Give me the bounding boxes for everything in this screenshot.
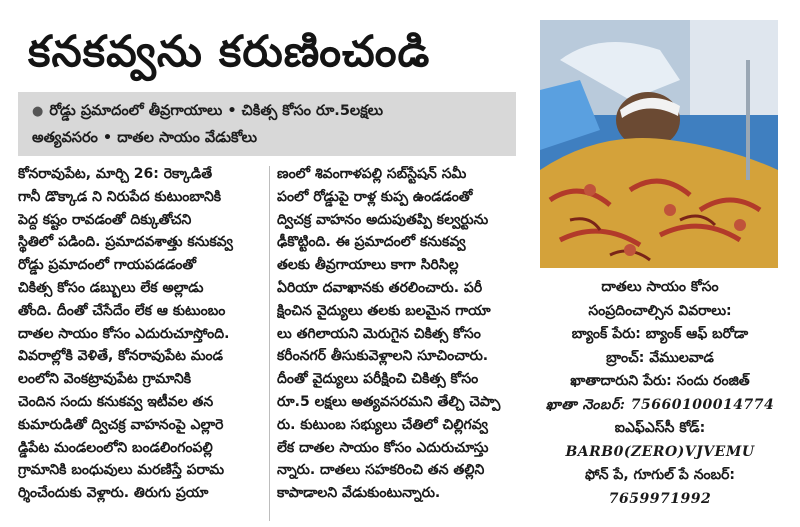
column-line: లేక దాతల సాయం కోసం ఎదురుచూస్తు: [277, 439, 489, 456]
account-number: ఖాతా నెంబర్: 75660100014774: [545, 396, 775, 413]
subheading-line-2: [32, 125, 506, 152]
column-line: కుమారుడితో ద్విచక్ర వాహనంపై ఎల్లారె: [18, 416, 224, 433]
ifsc-code: BARB0(ZERO)VJVEMU: [565, 443, 755, 460]
article-column-2: [277, 163, 517, 525]
column-divider: [269, 166, 270, 521]
subheading-box: [18, 92, 516, 156]
column-line: గానీ డొక్కాడ ని నిరుపేద కుటుంబానికి: [18, 188, 222, 205]
column-line: వివరాల్లోకి వెళితే, కోనరావుపేట మండ: [18, 348, 224, 365]
column-line: ఏరియా దవాఖానకు తరలించారు. పరీ: [277, 279, 483, 296]
column-line: కోనరావుపేట, మార్చి 26: రెక్కాడితే: [18, 166, 213, 182]
column-line: రు. కుటుంబ సభ్యులు చేతిలో చిల్లిగవ్వ: [277, 416, 488, 433]
column-line: కాపాడాలని వేడుకుంటున్నారు.: [277, 485, 441, 502]
donation-heading: దాతలు సాయం కోసం: [601, 279, 719, 295]
column-line: కరీంనగర్ తీసుకువెళ్లాలని సూచించారు.: [277, 348, 489, 365]
column-line: దాతల సాయం కోసం ఎదురుచూస్తోంది.: [18, 325, 230, 342]
headline: కనకవ్వను కరుణించండి: [28, 27, 431, 77]
column-line: న్నారు. దాతలు సహకరించి తన తల్లిని: [277, 462, 485, 479]
column-line: లు తగిలాయని మెరుగైన చికిత్స కోసం: [277, 325, 481, 342]
column-line: రూ.5 లక్షలు అత్యవసరమని తేల్చి చెప్పా: [277, 393, 501, 410]
column-line: ణంలో శివంగాళపల్లి సబ్‌స్టేషన్ సమీ: [277, 166, 467, 182]
donation-subheading: సంప్రదించాల్సిన వివరాలు:: [588, 302, 732, 319]
column-line: తోంది. దీంతో చేసేదేం లేక ఆ కుటుంబం: [18, 302, 226, 319]
subheading-text-2: అత్యవసరం • దాతల సాయం వేడుకోలు: [32, 130, 257, 146]
column-line: దీంతో వైద్యులు పరీక్షించి చికిత్స కోసం: [277, 371, 479, 388]
column-line: రోడ్డు ప్రమాదంలో గాయపడడంతో: [18, 257, 197, 274]
column-line: డ్డిపేట మండలంలోని బండలింగంపల్లి: [18, 439, 213, 456]
phone-pay-label: ఫోన్ పే, గూగుల్ పే నంబర్:: [584, 467, 736, 483]
article-column-1: [18, 163, 263, 525]
column-line: స్థితిలో పడింది. ప్రమాదవశాత్తు కనుకవ్వ: [18, 234, 233, 251]
donation-details: [540, 276, 780, 521]
column-line: లంలోని వెంకట్రావుపేట గ్రామానికి: [18, 371, 192, 388]
phone-number: 7659971992: [608, 490, 712, 507]
column-line: ఢీకొట్టింది. ఈ ప్రమాదంలో కనుకవ్వ: [277, 234, 466, 251]
column-line: తలకు తీవ్రగాయాలు కాగా సిరిసిల్ల: [277, 257, 459, 274]
column-line: గ్రామానికి బంధువులు మరణిస్తే పరామ: [18, 462, 225, 479]
column-line: ర్శించేందుకు వెళ్లారు. తిరుగు ప్రయా: [18, 485, 209, 502]
column-line: పెద్ద కష్టం రావడంతో దిక్కుతోచని: [18, 211, 192, 228]
subheading-text-1: రోడ్డు ప్రమాదంలో తీవ్రగాయాలు • చికిత్స కోసం రూ.5లక్షలు: [49, 103, 384, 119]
bank-name: బ్యాంక్ పేరు: బ్యాంక్ ఆఫ్ బరోడా: [571, 326, 749, 342]
ifsc-label: ఐఎఫ్ఎస్‌సీ కోడ్:: [614, 420, 706, 436]
column-line: పంలో రోడ్డుపై రాళ్ల కుప్ప ఉండడంతో: [277, 188, 473, 205]
patient-photo: [540, 20, 778, 268]
bullet-icon: ●: [32, 104, 44, 119]
branch: బ్రాంచ్: వేములవాడ: [606, 349, 714, 366]
column-line: క్షించిన వైద్యులు తలకు బలమైన గాయా: [277, 302, 491, 319]
column-line: చికిత్స కోసం డబ్బులు లేక అల్లాడు: [18, 279, 204, 296]
column-line: ద్విచక్ర వాహనం అదుపుతప్పి కల్వర్టును: [277, 211, 489, 228]
account-holder: ఖాతాదారుని పేరు: సందు రంజిత్: [570, 373, 750, 389]
column-line: చెందిన సందు కనుకవ్వ ఇటీవల తన: [18, 393, 214, 410]
subheading-line-1: [32, 98, 506, 125]
